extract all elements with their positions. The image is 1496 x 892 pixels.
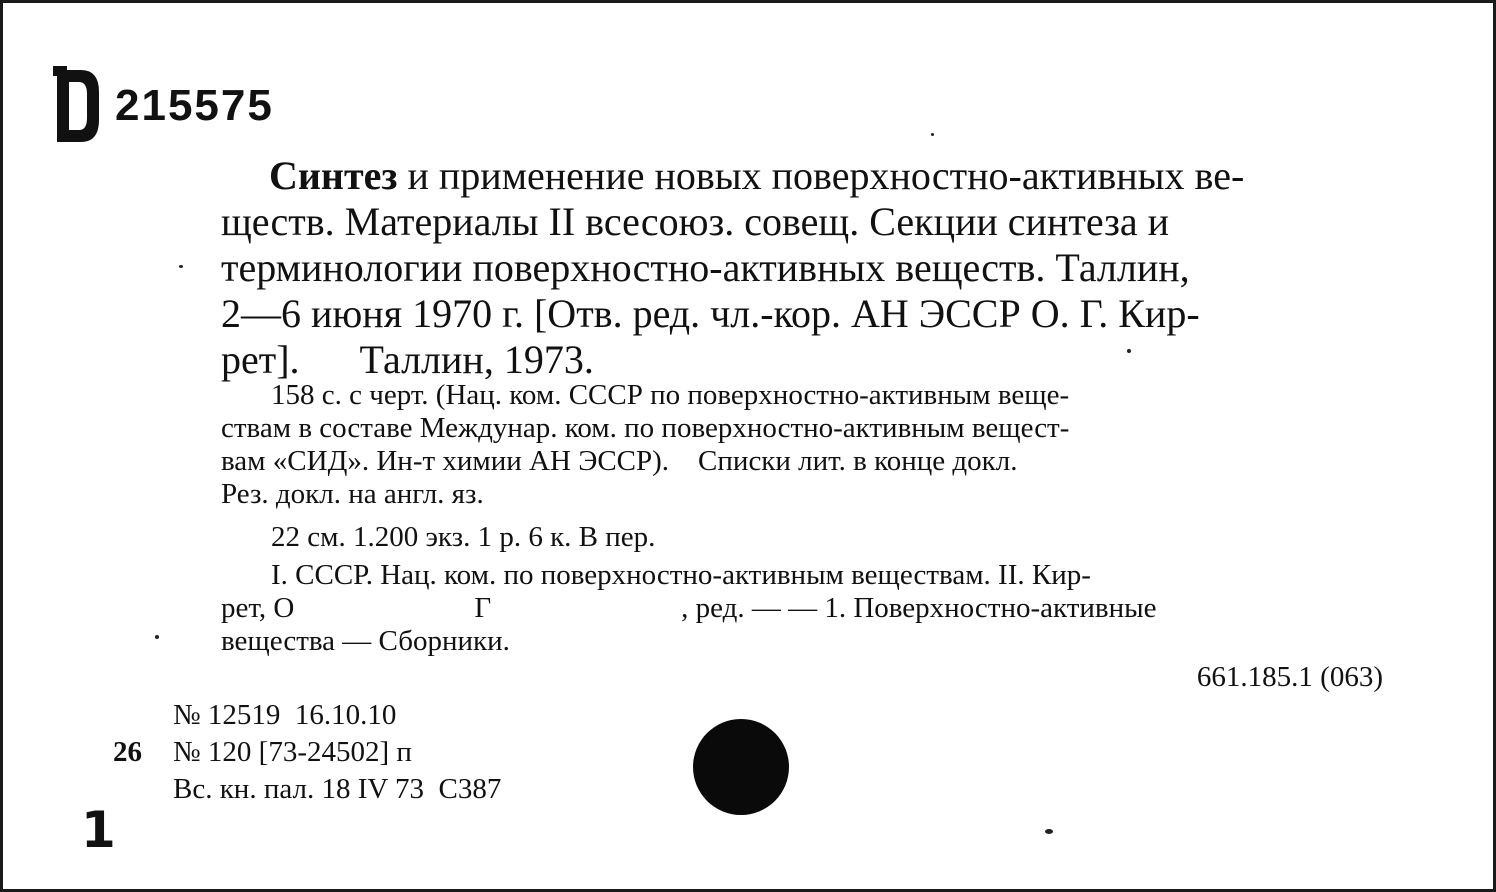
collation-line-1: 158 с. с черт. (Нац. ком. СССР по поверхностно-активным веще- xyxy=(271,379,1070,411)
tracing-line-2-rest: , ред. — — 1. Поверхностно-активные xyxy=(681,592,1157,624)
tracing-line-2-initial: Г xyxy=(474,592,492,624)
title-heading-word: Синтез xyxy=(269,153,398,198)
order-number: № 120 [73-24502] п xyxy=(173,736,412,768)
handwritten-mark: 1 xyxy=(81,801,116,859)
physical-description xyxy=(221,521,1389,554)
collation-line-2: ствам в составе Междунар. ком. по поверхностно-активным вещест- xyxy=(221,412,1070,444)
speck xyxy=(1127,349,1131,353)
call-number xyxy=(51,61,274,151)
registration-line-1 xyxy=(113,697,501,734)
registration-info xyxy=(113,697,501,808)
registration-line-2 xyxy=(113,734,501,771)
speck xyxy=(179,265,183,268)
tracings xyxy=(221,559,1389,658)
title-line-2: ществ. Материалы II всесоюз. совещ. Секции синтеза и xyxy=(221,199,1170,244)
speck xyxy=(1045,829,1053,834)
library-letter-mark-icon xyxy=(51,64,103,148)
speck xyxy=(931,133,934,136)
tracing-line-2 xyxy=(221,592,1389,625)
tracing-line-2-author: рет, О xyxy=(221,592,295,624)
chamber-record: Вс. кн. пал. 18 IV 73 С387 xyxy=(173,773,502,805)
collation-line-4: Рез. докл. на англ. яз. xyxy=(221,478,484,510)
title-line-1-rest: и применение новых поверхностно-активных ве- xyxy=(397,153,1245,198)
call-number-digits: 215575 xyxy=(115,81,274,130)
tracing-line-3: вещества — Сборники. xyxy=(221,625,510,657)
title-line-5: рет]. Таллин, 1973. xyxy=(221,337,594,382)
title-line-4: 2—6 июня 1970 г. [Отв. ред. чл.-кор. АН ЭССР О. Г. Кир- xyxy=(221,291,1200,336)
collation-note xyxy=(221,379,1389,511)
physical-line: 22 см. 1.200 экз. 1 р. 6 к. В пер. xyxy=(271,521,656,553)
udc-classification: 661.185.1 (063) xyxy=(1196,661,1383,693)
registration-prefix: 26 xyxy=(113,736,142,768)
collation-line-3: вам «СИД». Ин-т химии АН ЭССР). Списки лит. в конце докл. xyxy=(221,445,1018,477)
title-line-3: терминологии поверхностно-активных веществ. Таллин, xyxy=(221,245,1190,290)
title-line-1 xyxy=(221,153,1391,199)
tracing-line-1: I. СССР. Нац. ком. по поверхностно-активным веществам. II. Кир- xyxy=(271,559,1091,591)
title-entry xyxy=(221,153,1391,383)
registration-line-3 xyxy=(113,771,501,808)
speck xyxy=(155,635,159,639)
punch-hole xyxy=(693,719,789,815)
registration-number: № 12519 16.10.10 xyxy=(173,699,397,731)
